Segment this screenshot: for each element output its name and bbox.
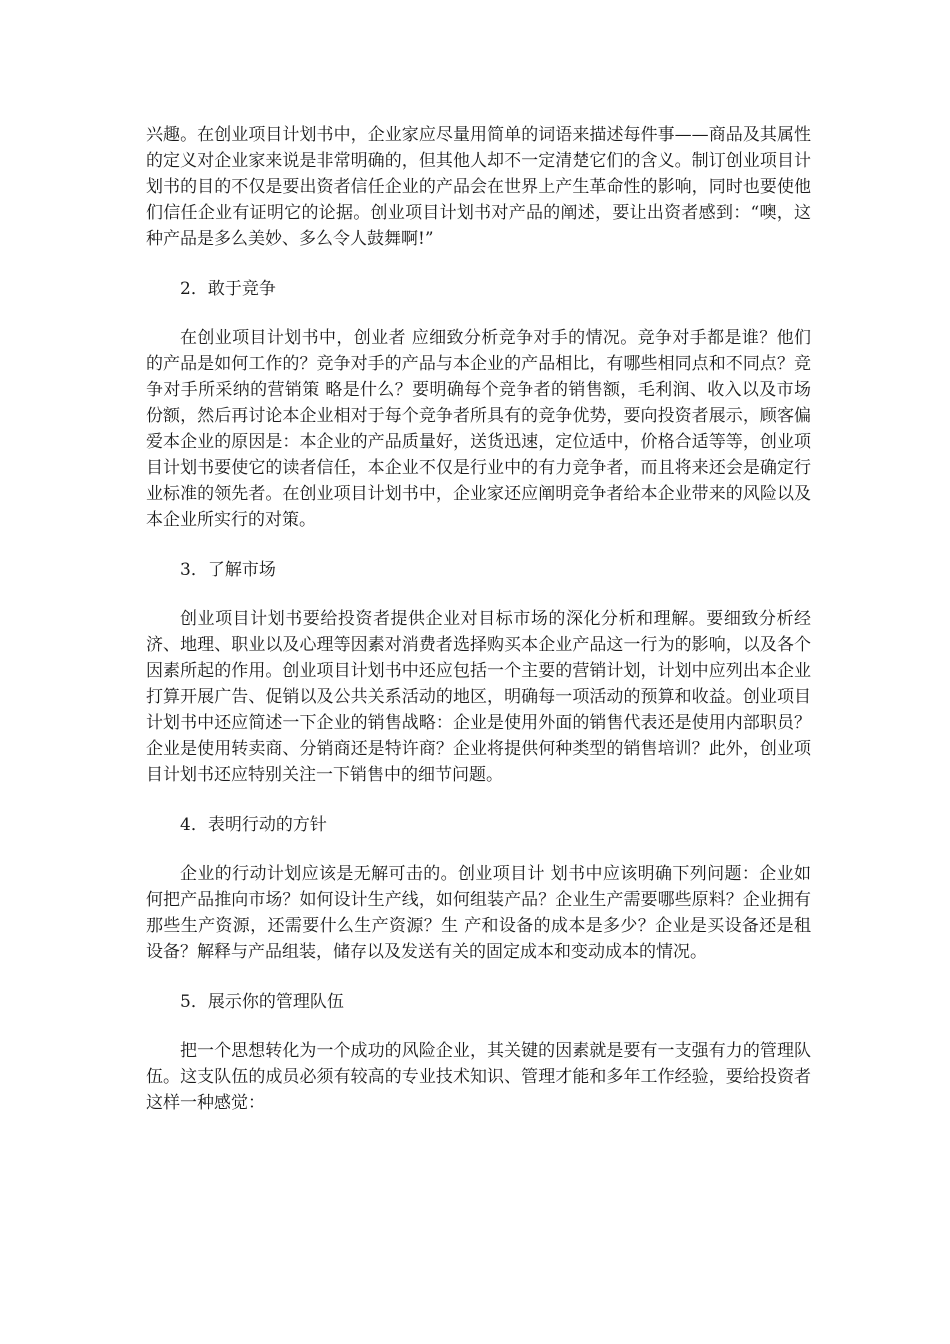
document-page <box>146 122 811 1116</box>
paragraph-market: 创业项目计划书要给投资者提供企业对目标市场的深化分析和理解。要细致分析经济、地理、职业以及心理等因素对消费者选择购买本企业产品这一行为的影响，以及各个因素所起的作用。创业项目计划书中还应包括一个主要的营销计划，计划中应列出本企业打算开展广告、促销以及公共关系活动的地区，明确每一项活动的预算和收益。创业项目计划书中还应简述一下企业的销售战略：企业是使用外面的销售代表还是使用内部职员？企业是使用转卖商、分销商还是特许商？企业将提供何种类型的销售培训？此外，创业项目计划书还应特别关注一下销售中的细节问题。 <box>146 609 811 785</box>
paragraph-product-description: 兴趣。在创业项目计划书中，企业家应尽量用简单的词语来描述每件事——商品及其属性的定义对企业家来说是非常明确的，但其他人却不一定清楚它们的含义。制订创业项目计划书的目的不仅是要出资者信任企业的产品会在世界上产生革命性的影响，同时也要使他们信任企业有证明它的论据。创业项目计划书对产品的阐述，要让出资者感到：“噢，这种产品是多么美妙、多么令人鼓舞啊!” <box>146 125 811 249</box>
section-heading-action-plan: 4．表明行动的方针 <box>180 815 327 835</box>
section-heading-competition: 2．敢于竞争 <box>180 279 276 299</box>
paragraph-management-team: 把一个思想转化为一个成功的风险企业，其关键的因素就是要有一支强有力的管理队伍。这支队伍的成员必须有较高的专业技术知识、管理才能和多年工作经验，要给投资者这样一种感觉： <box>146 1041 811 1113</box>
section-heading-market: 3．了解市场 <box>180 560 276 580</box>
paragraph-action-plan: 企业的行动计划应该是无解可击的。创业项目计 划书中应该明确下列问题：企业如何把产品推向市场？如何设计生产线，如何组装产品？企业生产需要哪些原料？企业拥有那些生产资源，还需要什么生产资源？生 产和设备的成本是多少？企业是买设备还是租设备？解释与产品组装，储存以及发送有关的固定成本和变动成本的情况。 <box>146 864 811 962</box>
paragraph-competition: 在创业项目计划书中，创业者 应细致分析竞争对手的情况。竞争对手都是谁？他们的产品是如何工作的？竞争对手的产品与本企业的产品相比，有哪些相同点和不同点？竞争对手所采纳的营销策 略是什么？要明确每个竞争者的销售额，毛利润、收入以及市场份额，然后再讨论本企业相对于每个竞争者所具有的竞争优势，要向投资者展示，顾客偏爱本企业的原因是：本企业的产品质量好，送货迅速，定位适中，价格合适等等，创业项目计划书要使它的读者信任，本企业不仅是行业中的有力竞争者，而且将来还会是确定行业标准的领先者。在创业项目计划书中，企业家还应阐明竞争者给本企业带来的风险以及本企业所实行的对策。 <box>146 328 811 530</box>
section-heading-management-team: 5．展示你的管理队伍 <box>180 992 344 1012</box>
